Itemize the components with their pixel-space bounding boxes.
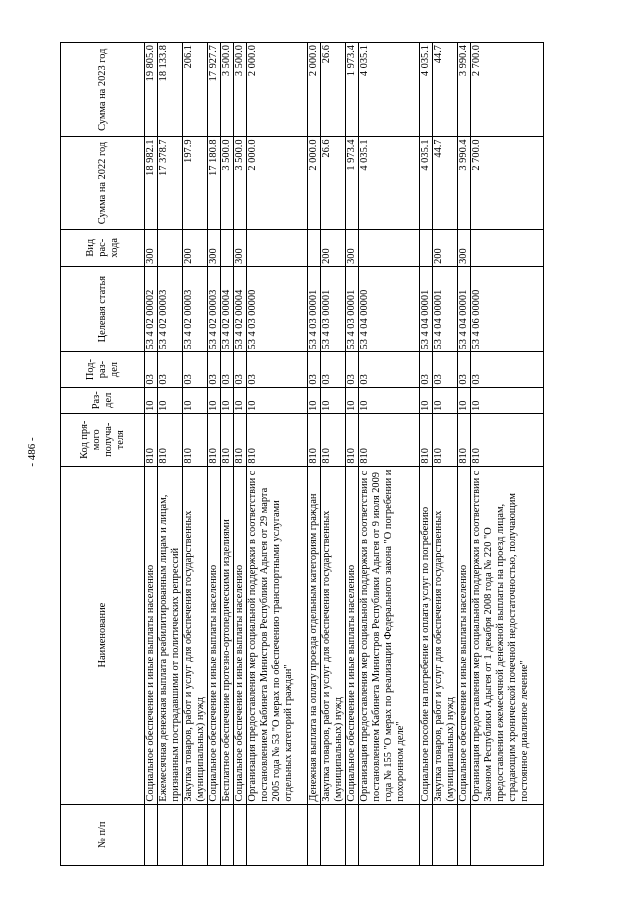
row-sum2022: 4 035.1 — [420, 137, 433, 229]
row-vid — [359, 229, 420, 266]
row-target: 53 4 03 00000 — [247, 266, 308, 352]
row-code: 810 — [208, 413, 221, 466]
row-podrazdel: 03 — [247, 352, 308, 387]
table-row — [471, 43, 544, 866]
row-name: Закупка товаров, работ и услуг для обеспечения государственных (муниципальных) нужд — [433, 466, 458, 804]
row-sum2023: 19 805.0 — [145, 43, 158, 137]
row-sum2022: 3 500.0 — [234, 137, 247, 229]
row-sum2023: 17 927.7 — [208, 43, 221, 137]
table-row — [247, 43, 308, 866]
row-sum2023: 206.1 — [183, 43, 208, 137]
row-sum2022: 17 180.8 — [208, 137, 221, 229]
header-podrazdel: Под-раз-дел — [61, 352, 145, 387]
row-sum2023: 3 990.4 — [458, 43, 471, 137]
row-sum2022: 17 378.7 — [158, 137, 183, 229]
row-sum2023: 2 000.0 — [247, 43, 308, 137]
table-row — [308, 43, 321, 866]
header-num: № п/п — [61, 804, 145, 865]
row-target: 53 4 02 00003 — [158, 266, 183, 352]
row-sum2022: 2 000.0 — [308, 137, 321, 229]
row-code: 810 — [308, 413, 321, 466]
row-code: 810 — [420, 413, 433, 466]
row-code: 810 — [359, 413, 420, 466]
row-sum2022: 4 035.1 — [359, 137, 420, 229]
row-podrazdel: 03 — [183, 352, 208, 387]
row-podrazdel: 03 — [208, 352, 221, 387]
row-podrazdel: 03 — [433, 352, 458, 387]
row-podrazdel: 03 — [158, 352, 183, 387]
row-vid: 300 — [234, 229, 247, 266]
row-sum2022: 3 500.0 — [221, 137, 234, 229]
row-target: 53 4 04 00001 — [420, 266, 433, 352]
row-name: Закупка товаров, работ и услуг для обеспечения государственных (муниципальных) нужд — [183, 466, 208, 804]
row-sum2023: 18 133.8 — [158, 43, 183, 137]
row-code: 810 — [234, 413, 247, 466]
row-sum2022: 2 000.0 — [247, 137, 308, 229]
row-sum2023: 2 000.0 — [308, 43, 321, 137]
row-code: 810 — [321, 413, 346, 466]
row-razdel: 10 — [247, 387, 308, 413]
row-sum2023: 3 500.0 — [234, 43, 247, 137]
row-razdel: 10 — [308, 387, 321, 413]
row-vid: 200 — [183, 229, 208, 266]
row-razdel: 10 — [145, 387, 158, 413]
row-target: 53 4 03 00001 — [321, 266, 346, 352]
row-podrazdel: 03 — [346, 352, 359, 387]
row-code: 810 — [145, 413, 158, 466]
row-name: Социальное обеспечение и иные выплаты населению — [208, 466, 221, 804]
row-vid — [158, 229, 183, 266]
row-podrazdel: 03 — [145, 352, 158, 387]
row-razdel: 10 — [433, 387, 458, 413]
row-razdel: 10 — [346, 387, 359, 413]
row-name: Социальное обеспечение и иные выплаты населению — [458, 466, 471, 804]
row-razdel: 10 — [420, 387, 433, 413]
row-vid — [247, 229, 308, 266]
row-target: 53 4 04 00000 — [359, 266, 420, 352]
row-target: 53 4 02 00003 — [208, 266, 221, 352]
table-row — [234, 43, 247, 866]
row-code: 810 — [458, 413, 471, 466]
row-sum2022: 197.9 — [183, 137, 208, 229]
row-podrazdel: 03 — [321, 352, 346, 387]
row-podrazdel: 03 — [420, 352, 433, 387]
table-row — [420, 43, 433, 866]
row-sum2022: 1 973.4 — [346, 137, 359, 229]
rotated-page — [60, 42, 620, 866]
row-code: 810 — [183, 413, 208, 466]
row-sum2023: 44.7 — [433, 43, 458, 137]
header-sum2022: Сумма на 2022 год — [61, 137, 145, 229]
row-code: 810 — [346, 413, 359, 466]
row-razdel: 10 — [234, 387, 247, 413]
row-name: Социальное пособие на погребение и оплата услуг по погребению — [420, 466, 433, 804]
row-sum2022: 3 990.4 — [458, 137, 471, 229]
row-code: 810 — [221, 413, 234, 466]
row-vid — [308, 229, 321, 266]
row-podrazdel: 03 — [308, 352, 321, 387]
row-code: 810 — [471, 413, 544, 466]
row-razdel: 10 — [208, 387, 221, 413]
row-sum2023: 1 973.4 — [346, 43, 359, 137]
header-target: Целевая статья — [61, 266, 145, 352]
row-target: 53 4 06 00000 — [471, 266, 544, 352]
row-code: 810 — [433, 413, 458, 466]
row-name: Социальное обеспечение и иные выплаты населению — [346, 466, 359, 804]
row-target: 53 4 04 00001 — [433, 266, 458, 352]
row-target: 53 4 03 00001 — [346, 266, 359, 352]
row-razdel: 10 — [158, 387, 183, 413]
header-vid: Вид рас-хода — [61, 229, 145, 266]
row-podrazdel: 03 — [234, 352, 247, 387]
row-vid: 300 — [208, 229, 221, 266]
header-sum2023: Сумма на 2023 год — [61, 43, 145, 137]
table-row — [158, 43, 183, 866]
header-razdel: Раз-дел — [61, 387, 145, 413]
row-sum2023: 2 700.0 — [471, 43, 544, 137]
row-target: 53 4 04 00001 — [458, 266, 471, 352]
row-vid: 200 — [321, 229, 346, 266]
row-name: Организация предоставления мер социальной поддержки в соответствии с постановлением Кабинета Министров Республики Адыгея от 29 марта 2005 года № 53 "О мерах по обеспечению транспортными услугами отдельных категорий граждан" — [247, 466, 308, 804]
row-vid: 300 — [346, 229, 359, 266]
row-name: Ежемесячная денежная выплата реабилитированным лицам и лицам, признанным пострадавшими от политических репрессий — [158, 466, 183, 804]
table-row — [433, 43, 458, 866]
row-sum2023: 4 035.1 — [420, 43, 433, 137]
row-razdel: 10 — [471, 387, 544, 413]
table-row — [359, 43, 420, 866]
row-podrazdel: 03 — [221, 352, 234, 387]
row-sum2022: 26.6 — [321, 137, 346, 229]
row-razdel: 10 — [321, 387, 346, 413]
table-row — [321, 43, 346, 866]
row-vid — [471, 229, 544, 266]
row-sum2022: 44.7 — [433, 137, 458, 229]
row-razdel: 10 — [359, 387, 420, 413]
row-target: 53 4 02 00004 — [221, 266, 234, 352]
row-sum2023: 26.6 — [321, 43, 346, 137]
row-sum2022: 18 982.1 — [145, 137, 158, 229]
row-podrazdel: 03 — [458, 352, 471, 387]
table-row — [208, 43, 221, 866]
table-row — [346, 43, 359, 866]
table-row — [183, 43, 208, 866]
row-name: Социальное обеспечение и иные выплаты населению — [145, 466, 158, 804]
row-razdel: 10 — [458, 387, 471, 413]
row-name: Организация предоставления мер социальной поддержки в соответствии с Законом Республики Адыгея от 1 декабря 2008 года № 220 "О предоставлении ежемесячной денежной выплаты на проезд лицам, страдающим хронической почечной недостаточностью, получающим постоянное диализное лечение" — [471, 466, 544, 804]
table-row — [145, 43, 158, 866]
row-sum2022: 2 700.0 — [471, 137, 544, 229]
row-vid — [420, 229, 433, 266]
header-code: Код пря-мого получа-теля — [61, 413, 145, 466]
row-target: 53 4 02 00002 — [145, 266, 158, 352]
row-vid — [221, 229, 234, 266]
budget-table — [60, 42, 544, 866]
row-name: Закупка товаров, работ и услуг для обеспечения государственных (муниципальных) нужд — [321, 466, 346, 804]
row-target: 53 4 02 00004 — [234, 266, 247, 352]
row-razdel: 10 — [183, 387, 208, 413]
row-podrazdel: 03 — [471, 352, 544, 387]
header-name: Наименование — [61, 466, 145, 804]
header-row — [61, 43, 145, 866]
row-name: Денежная выплата на оплату проезда отдельным категориям граждан — [308, 466, 321, 804]
row-name: Социальное обеспечение и иные выплаты населению — [234, 466, 247, 804]
row-target: 53 4 03 00001 — [308, 266, 321, 352]
row-code: 810 — [158, 413, 183, 466]
page-number: - 486 - — [26, 437, 38, 467]
row-sum2023: 3 500.0 — [221, 43, 234, 137]
row-sum2023: 4 035.1 — [359, 43, 420, 137]
row-vid: 300 — [458, 229, 471, 266]
row-razdel: 10 — [221, 387, 234, 413]
row-code: 810 — [247, 413, 308, 466]
row-vid: 200 — [433, 229, 458, 266]
row-target: 53 4 02 00003 — [183, 266, 208, 352]
table-row — [458, 43, 471, 866]
row-name: Бесплатное обеспечение протезно-ортопедическими изделиями — [221, 466, 234, 804]
table-row — [221, 43, 234, 866]
row-vid: 300 — [145, 229, 158, 266]
row-name: Организация предоставления мер социальной поддержки в соответствии с постановлением Кабинета Министров Республики Адыгея от 9 июля 2009 года № 155 "О мерах по реализации Федерального закона "О погребении и похоронном деле" — [359, 466, 420, 804]
table-viewport — [60, 42, 620, 866]
row-podrazdel: 03 — [359, 352, 420, 387]
